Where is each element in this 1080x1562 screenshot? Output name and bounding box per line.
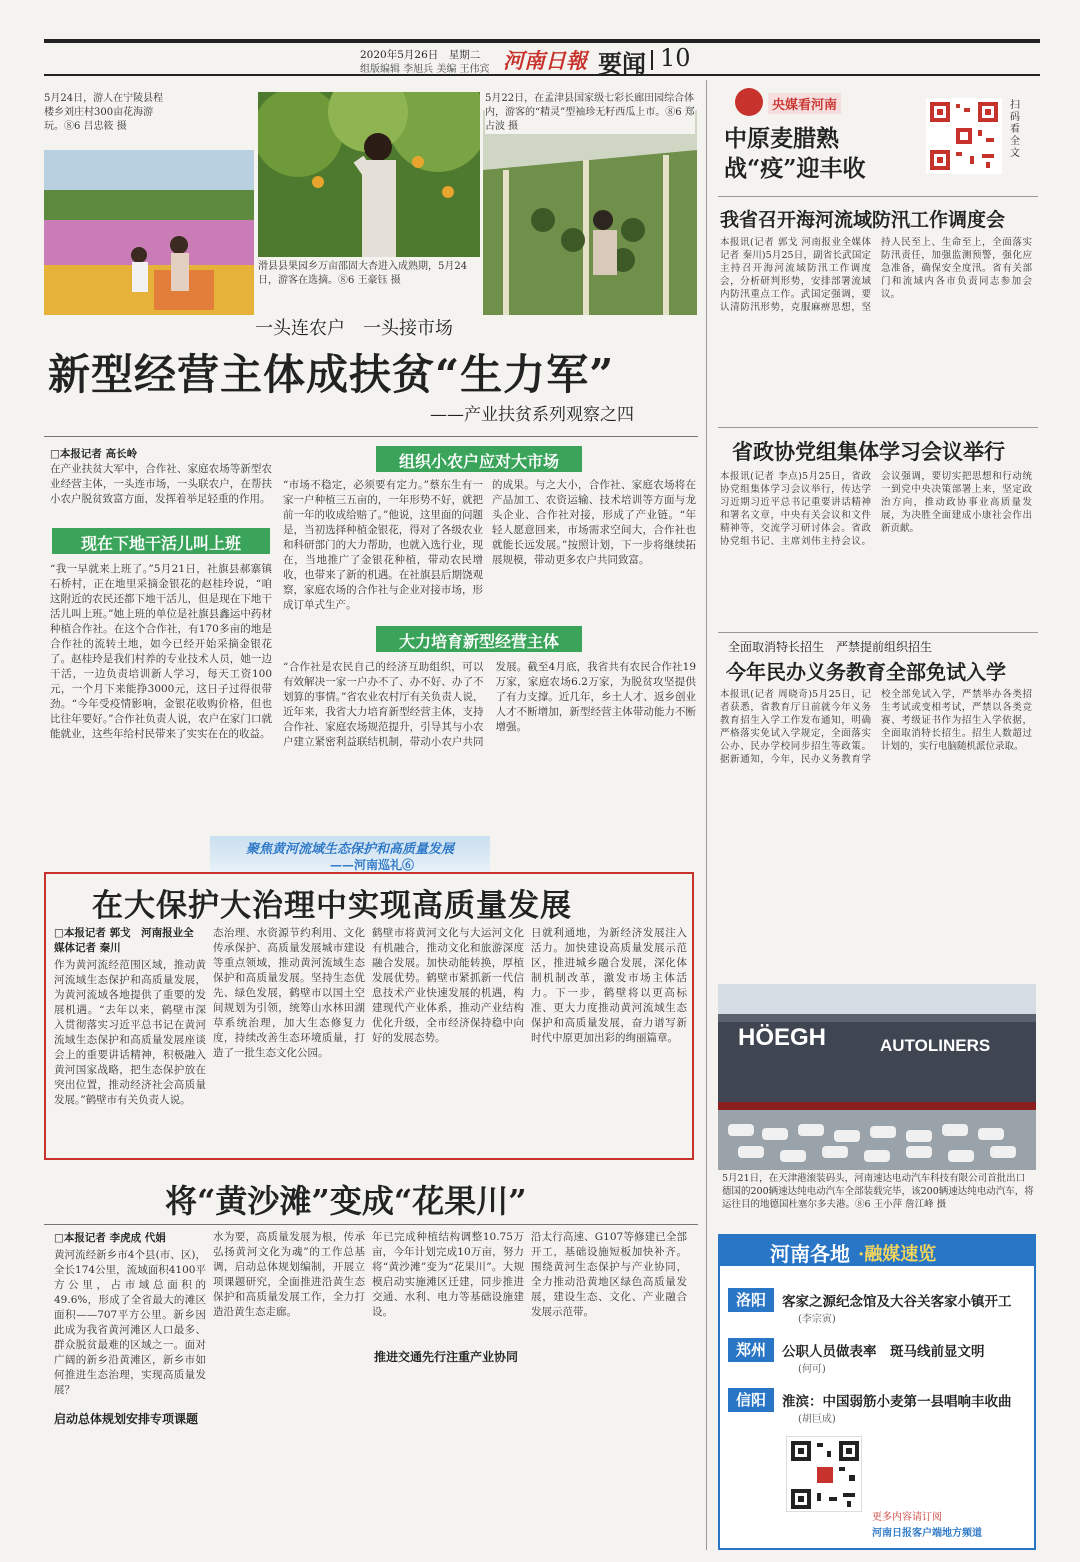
photo-apricot-orchard bbox=[258, 92, 480, 257]
photo-car-carrier bbox=[718, 984, 1036, 1170]
express-title-a: 河南各地 bbox=[770, 1242, 850, 1266]
qr-code-icon[interactable] bbox=[786, 1436, 862, 1512]
media-logo-icon bbox=[735, 88, 763, 116]
lower-col3: 年已完成种植结构调整10.75万亩，今年计划完成10万亩，努力将“黄沙滩”变为“花果川”。大规模启动实施滩区迁建，同步推进交通、水利、电力等基础设施建设。 bbox=[372, 1231, 524, 1318]
edu-title: 今年民办义务教育全部免试入学 bbox=[726, 660, 1006, 684]
express-more-a: 更多内容请订阅 bbox=[872, 1512, 942, 1523]
page-number: 10 bbox=[660, 44, 691, 72]
main-sub-3-text: 大力培育新型经营主体 bbox=[398, 632, 559, 651]
section-name: 要闻 bbox=[598, 49, 646, 78]
main-col2: “市场不稳定，必须要有定力。”蔡东生有一家一户种植三五亩的，一年形势不好，就把前一年的收成给赔了。”他说，这里面的问题是，当初选择种植金银花，得对了各级农业和科研部门的大力帮助，也就入选行业，现在，当地推广了金银花种植，带动农民增收，也带来了新的机遇。在社旗县后期饶观察，家庭农场的合作社与企业对接市场，形成订单式生产。 bbox=[283, 479, 483, 611]
lower-sub-2: 推进交通先行注重产业协同 bbox=[374, 1350, 519, 1364]
edu-kicker: 全面取消特长招生 严禁提前组织招生 bbox=[728, 640, 933, 654]
port-caption: 5月21日，在天津港滚装码头，河南速达电动汽车科技有限公司首批出口德国的200辆速达纯电动汽车全部装载完毕，该200辆速达纯电动汽车，将运往目的地德国杜塞尔多夫港。⑧6 王小萍 詹江峰 摄 bbox=[722, 1173, 1034, 1210]
qr-code-icon[interactable] bbox=[926, 98, 1002, 174]
express-author-zhengzhou: (何可) bbox=[798, 1364, 826, 1375]
ship-name-a: HÖEGH bbox=[738, 1024, 827, 1051]
right-divider bbox=[706, 80, 707, 1550]
express-headline-luoyang[interactable]: 客家之源纪念馆及大谷关客家小镇开工 bbox=[782, 1294, 1012, 1310]
divider bbox=[44, 436, 698, 437]
main-subhead: ——产业扶贫系列观察之四 bbox=[430, 405, 634, 425]
express-author-luoyang: (李宗寅) bbox=[798, 1314, 836, 1325]
express-headline-zhengzhou[interactable]: 公职人员做表率 斑马线前显文明 bbox=[782, 1344, 985, 1360]
lower-headline: 将“黄沙滩”变成“花果川” bbox=[165, 1182, 527, 1220]
express-title-b: ·融媒速览 bbox=[858, 1244, 937, 1265]
series-banner-sub: ——河南巡礼⑥ bbox=[330, 858, 415, 872]
main-col1-body: “我一早就来上班了。”5月21日，社旗县郝寨镇石桥村，正在地里采摘金银花的赵桂玲说，“咱这附近的农民还都下地干活儿，但是现在下地干活儿叫上班。”她上班的单位是社旗县鑫运中药材种植合作社。在这个合作社，有170多亩的地是合作社的流转土地，如今已经开始采摘金银花了。赵桂玲是我们村养的专业技术人员，她一边干活，一边负责培训新人学习，每天工资100元，一个月下来能挣3000元，这日子过得很带劲。“今年受疫情影响，金银花收购价格，但也比往年要好。”合作社负责人说，农户在家门口就能就业，这些年给村民带来了实实在在的收益。 bbox=[50, 563, 272, 740]
divider bbox=[718, 427, 1038, 428]
newspaper-logo: 河南日報 bbox=[503, 48, 587, 73]
main-sub-1-text: 现在下地干活儿叫上班 bbox=[80, 534, 241, 553]
series-headline: 在大保护大治理中实现高质量发展 bbox=[92, 888, 572, 924]
main-col4: “合作社是农民自己的经济互助组织，可以有效解决一家一户办不了、办不好、办了不划算的事情。”省农业农村厅有关负责人说，近年来，我省大力培育新型经营主体，支持合作社、家庭农场规范提升，引导其与小农户建立紧密利益联结机制，带动小农户共同发展。截至4月底，我省共有农民合作社19万家，家庭农场6.2万家，为脱贫攻坚提供了有力支撑。近几年，乡土人才、返乡创业人才不断增加，新型经营主体带动能力不断增强。 bbox=[283, 661, 696, 748]
express-city-zhengzhou[interactable]: 郑州 bbox=[728, 1338, 774, 1362]
lower-col4: 沿太行高速、G107等修建已全部开工，基础设施短板加快补齐。围绕黄河生态保护与产业协同，全力推动沿黄地区绿色高质量发展，建设生态、文化、产业融合发展示范带。 bbox=[531, 1231, 687, 1318]
main-col3: 的成果。与之大小，合作社、家庭农场将在产品加工、农资运输、技术培训等方面与龙头企业、合作社对接，形成了产业链。“年轻人愿意回来，市场需求空间大，合作社也就能长远发展。”按照计划，下一步将继续拓展规模，带动更多农户共同致富。 bbox=[492, 479, 696, 566]
lower-sub-1: 启动总体规划安排专项课题 bbox=[54, 1412, 199, 1426]
flood-body: 本报讯(记者 郭戈 河南报业全媒体记者 秦川)5月25日，副省长武国定主持召开海河流域防汛工作调度会，分析研判形势，安排部署流域内防汛重点工作。武国定强调，要认清防汛形势，克服麻痹思想，坚持人民至上、生命至上，全面落实防汛责任，加强监测预警，强化应急准备，确保安全度汛。省有关部门和流域内各市负责同志参加会议。 bbox=[720, 237, 1032, 313]
main-byline: □本报记者 高长岭 bbox=[50, 448, 138, 460]
photo-flower-field bbox=[44, 150, 254, 315]
lower-col1: 黄河流经新乡市4个县(市、区)，全长174公里，流域面积4100平方公里，占市域总面积的49.6%，形成了全省最大的滩区面积——707平方公里。新乡因此成为我省黄河滩区人口最多、群众脱贫最难的区域之一。面对广阔的新乡沿黄滩区，新乡市如何推进生态治理，实现高质量发展？ bbox=[54, 1249, 206, 1396]
header-date: 2020年5月26日 星期二 bbox=[360, 49, 481, 61]
express-author-xinyang: (胡巨成) bbox=[798, 1414, 836, 1425]
edu-body: 本报讯(记者 周晓奇)5月25日，记者获悉，省教育厅日前就今年义务教育招生入学工作发布通知，明确严格落实免试入学规定，全面落实公办、民办学校同步招生等政策。据新通知，今年，民办义务教育学校全部免试入学，严禁举办各类招生考试或变相考试，严禁以各类竞赛、考级证书作为招生入学依据，全面取消特长招生。招生人数超过计划的，实行电脑随机派位录取。 bbox=[720, 689, 1032, 765]
express-more-b[interactable]: 河南日报客户端地方频道 bbox=[872, 1528, 982, 1539]
media-title: 中原麦腊熟 战“疫”迎丰收 bbox=[724, 125, 866, 182]
lower-col2: 水为要，高质量发展为根，传承弘扬黄河文化为魂”的工作总基调，启动总体规划编制，开展立项课题研究，全面推进沿黄生态保护和高质量发展工作，全力打造沿黄生态走廊。 bbox=[213, 1231, 365, 1318]
header-editors: 组版编辑 李旭兵 美编 王伟宾 bbox=[360, 64, 490, 75]
series-banner-title: 聚焦黄河流域生态保护和高质量发展 bbox=[245, 842, 454, 857]
series-col3: 鹤壁市将黄河文化与大运河文化有机融合，推动文化和旅游深度融合发展。加快动能转换，厚植发展优势。鹤壁市紧抓新一代信息技术产业快速发展的机遇，构建现代产业体系，推动产业结构优化升级，全市经济保持稳中向好的发展态势。 bbox=[372, 927, 524, 1044]
main-col1-intro: 在产业扶贫大军中，合作社、家庭农场等新型农业经营主体，一头连市场，一头联农户，在帮扶小农户脱贫致富方面，发挥着举足轻重的作用。 bbox=[50, 463, 272, 505]
header-divider bbox=[651, 50, 653, 70]
photo-caption-3: 5月22日，在孟津县国家级七彩长廊田园综合体内，游客的“精灵”型袖珍无籽西瓜上市。⑧6 郑占波 摄 bbox=[485, 93, 695, 132]
express-city-luoyang[interactable]: 洛阳 bbox=[728, 1288, 774, 1312]
flood-title: 我省召开海河流域防汛工作调度会 bbox=[720, 209, 1006, 231]
express-city-xinyang[interactable]: 信阳 bbox=[728, 1388, 774, 1412]
divider bbox=[718, 632, 1038, 633]
cppcc-title: 省政协党组集体学习会议举行 bbox=[732, 439, 1005, 464]
divider bbox=[44, 1224, 698, 1225]
cppcc-body: 本报讯(记者 李点)5月25日，省政协党组集体学习会议举行，传达学习近期习近平总书记重要讲话精神和署名文章，中央有关会议和文件精神等，交流学习研讨体会。省政协党组书记、主席刘伟主持会议。会议强调，要切实把思想和行动统一到党中央决策部署上来，坚定政治方向，推动政协事业高质量发展，为决胜全面建成小康社会作出新贡献。 bbox=[720, 471, 1032, 547]
series-byline: □本报记者 郭戈 河南报业全媒体记者 秦川 bbox=[54, 927, 194, 954]
media-tag: 央媒看河南 bbox=[768, 93, 841, 114]
photo-caption-2: 滑县县果园乡万亩邵固大杏进入成熟期，5月24日，游客在选摘。⑧6 王豪钰 摄 bbox=[258, 261, 468, 286]
main-headline: 新型经营主体成扶贫“生力军” bbox=[48, 350, 615, 399]
series-col2: 态治理、水资源节约利用、文化传承保护、高质量发展城市建设等重点领域，推动黄河流域生态保护和高质量发展。坚持生态优先、绿色发展，鹤壁市以国土空间规划为引领，统筹山水林田湖草系统治理，加大生态修复力度，持续改善生态环境质量，打造了一批生态文化公园。 bbox=[213, 927, 365, 1059]
photo-watermelon-greenhouse bbox=[483, 110, 697, 315]
qr-note: 扫码看全文 bbox=[1010, 100, 1020, 159]
main-sub-2-text: 组织小农户应对大市场 bbox=[398, 452, 559, 471]
lower-byline: □本报记者 李虎成 代娟 bbox=[54, 1232, 166, 1244]
series-col1: 作为黄河流经范围区域，推动黄河流域生态保护和高质量发展，为黄河流域各地提供了重要的发展机遇。“去年以来，鹤壁市深入贯彻落实习近平总书记在黄河流域生态保护和高质量发展座谈会上的重要讲话精神，积极融入黄河国家战略，把生态保护放在突出位置，推动经济社会高质量发展。”鹤壁市有关负责人说。 bbox=[54, 959, 206, 1106]
divider bbox=[718, 196, 1038, 197]
main-kicker: 一头连农户 一头接市场 bbox=[255, 318, 453, 339]
ship-name-b: AUTOLINERS bbox=[880, 1036, 991, 1055]
express-headline-xinyang[interactable]: 淮滨：中国弱筋小麦第一县唱响丰收曲 bbox=[782, 1394, 1012, 1410]
photo-caption-1: 5月24日，游人在宁陵县程楼乡刘庄村300亩花海游玩。⑧6 吕忠筱 摄 bbox=[44, 93, 164, 132]
series-col4: 日就利通地，为新经济发展注入活力。加快建设高质量发展示范区，推进城乡融合发展，深化体制机制改革，激发市场主体活力。下一步，鹤壁将以更高标准、更大力度推动黄河流域生态保护和高质量发展，奋力谱写新时代中原更加出彩的绚丽篇章。 bbox=[531, 927, 687, 1044]
